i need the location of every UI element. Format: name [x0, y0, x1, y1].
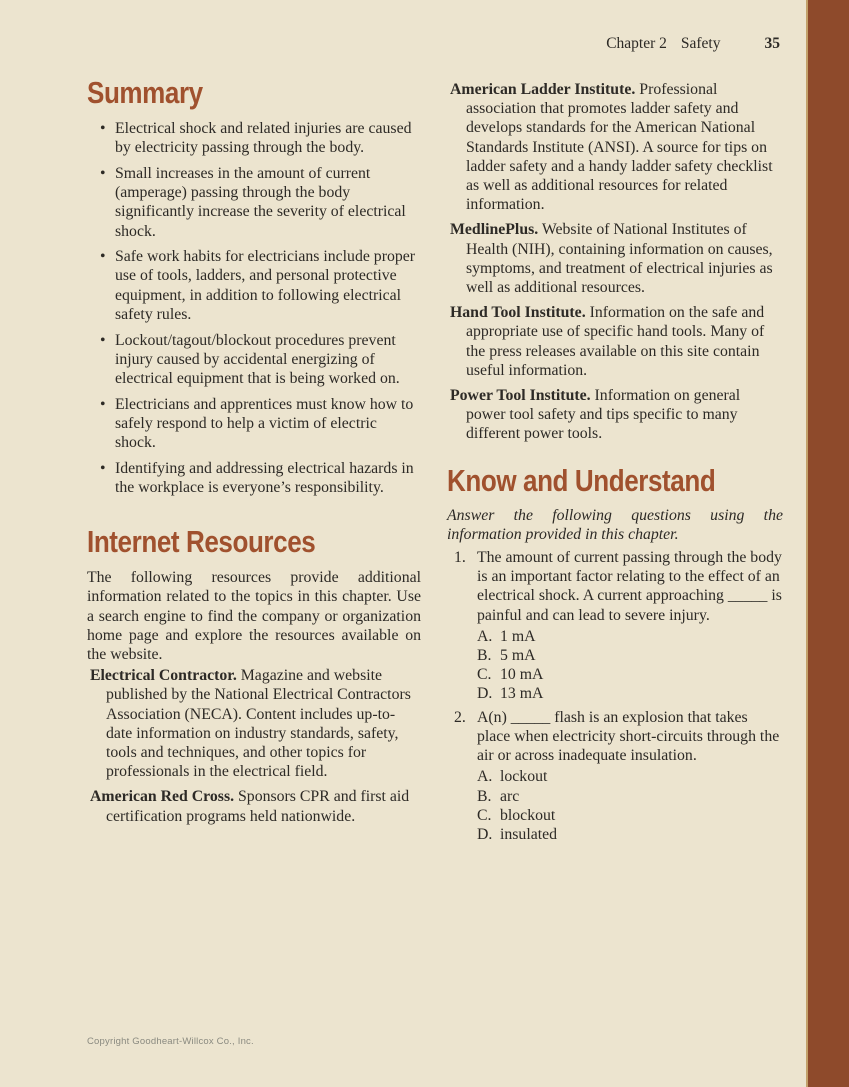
left-column	[87, 76, 421, 832]
footer-copyright: Copyright Goodheart-Willcox Co., Inc.	[87, 1036, 254, 1047]
option-letter: B.	[477, 787, 492, 805]
know-and-understand-title: Know and Understand	[447, 462, 716, 498]
resource-name: Electrical Contractor.	[90, 667, 237, 685]
resource-name: American Ladder Institute.	[450, 81, 636, 98]
bullet-marker: •	[100, 120, 106, 137]
option-letter: A.	[477, 768, 493, 786]
bullet-marker: •	[100, 459, 106, 477]
option-item	[477, 767, 783, 786]
resource-desc: Website of National Institutes of Health (NIH), containing information on causes, symptoms, and treatment of electrical injuries as well as additional resources.	[466, 221, 773, 297]
question-number: 2.	[454, 708, 466, 726]
bullet-item	[87, 395, 421, 453]
bullet-item	[87, 247, 421, 324]
option-item	[477, 806, 783, 825]
resource-name: American Red Cross.	[90, 788, 235, 806]
summary-title: Summary	[87, 75, 203, 110]
running-head-chapter: Chapter 2	[606, 35, 667, 52]
summary-bullet-list	[87, 119, 421, 497]
question-text: A(n) _____ flash is an explosion that takes place when electricity short-circuits through the air or across inadequate insulation.	[477, 708, 780, 765]
option-text: insulated	[500, 825, 558, 843]
resource-entry	[87, 787, 421, 825]
bullet-text: Lockout/tagout/blockout procedures prevent injury caused by accidental energizing of electrical equipment that is being worked on.	[115, 331, 400, 387]
resource-desc: Magazine and website published by the National Electrical Contractors Association (NECA). Content includes up-to-date information on industry standards, safety, tools and techniques, and other topics for professionals in the electrical field.	[106, 667, 411, 781]
resource-entry	[447, 386, 783, 444]
resource-desc: Sponsors CPR and first aid certification programs held nationwide.	[106, 788, 410, 825]
internet-resources-title: Internet Resources	[87, 524, 316, 560]
resource-name: Power Tool Institute.	[450, 387, 591, 405]
option-letter: C.	[477, 806, 492, 824]
option-item	[477, 665, 783, 684]
bullet-text: Safe work habits for electricians include proper use of tools, ladders, and personal protective equipment, in addition to following electrical safety rules.	[115, 248, 416, 323]
resource-name: MedlinePlus.	[450, 221, 539, 239]
bullet-item	[87, 331, 421, 389]
bullet-text: Electrical shock and related injuries are caused by electricity passing through the body.	[115, 120, 412, 157]
option-item	[477, 825, 783, 844]
option-text: blockout	[500, 806, 556, 824]
option-item	[477, 646, 783, 665]
bullet-marker: •	[100, 331, 106, 349]
resource-entry	[87, 666, 421, 781]
resource-desc: Professional association that promotes ladder safety and develops standards for the American National Standards Institute (ANSI). A source for tips on ladder safety and a handy ladder safety checklist as well as additional resources for related information.	[466, 81, 773, 214]
resource-entry	[447, 303, 783, 380]
question-item	[447, 548, 783, 704]
page-number: 35	[764, 35, 780, 52]
option-list	[477, 767, 783, 844]
bullet-item	[87, 459, 421, 497]
option-letter: D.	[477, 685, 493, 703]
bullet-item	[87, 164, 421, 241]
resource-entry	[447, 220, 783, 297]
option-text: 13 mA	[500, 685, 544, 703]
right-column	[447, 80, 783, 848]
running-head-title: Safety	[680, 35, 721, 52]
bullet-text: Identifying and addressing electrical hazards in the workplace is everyone’s responsibility.	[115, 459, 414, 496]
option-text: lockout	[500, 768, 548, 786]
bullet-text: Electricians and apprentices must know how to safely respond to help a victim of electric shock.	[115, 395, 414, 452]
internet-resources-intro: The following resources provide additional information related to the topics in this chapter. Use a search engine to find the company or organization home page and explore the resources available on the website.	[87, 569, 421, 663]
know-and-understand-instructions: Answer the following questions using the information provided in this chapter.	[447, 506, 783, 543]
option-item	[477, 684, 783, 703]
option-text: 10 mA	[500, 666, 544, 684]
resource-entry	[447, 80, 783, 214]
option-text: arc	[500, 787, 520, 805]
option-letter: A.	[477, 627, 493, 645]
running-head	[606, 35, 780, 53]
option-item	[477, 787, 783, 806]
bullet-marker: •	[100, 164, 106, 182]
option-text: 5 mA	[500, 647, 536, 665]
question-text: The amount of current passing through the body is an important factor relating to the effect of an electrical shock. A current approaching _____ is painful and can lead to severe injury.	[477, 549, 782, 624]
page-edge-strip	[806, 0, 849, 1087]
resource-desc: Information on the safe and appropriate use of specific hand tools. Many of the press releases available on this site contain useful information.	[466, 304, 765, 379]
bullet-marker: •	[100, 248, 106, 266]
option-letter: B.	[477, 647, 492, 665]
option-item	[477, 627, 783, 646]
question-number: 1.	[454, 549, 466, 567]
bullet-item	[87, 119, 421, 157]
resource-desc: Information on general power tool safety and tips specific to many different power tools.	[466, 387, 741, 443]
bullet-marker: •	[100, 395, 106, 413]
bullet-text: Small increases in the amount of current (amperage) passing through the body significantly increase the severity of electrical shock.	[115, 164, 406, 240]
resource-name: Hand Tool Institute.	[450, 304, 586, 322]
option-letter: C.	[477, 666, 492, 684]
option-text: 1 mA	[500, 627, 536, 645]
option-list	[477, 627, 783, 704]
question-item	[447, 708, 783, 844]
option-letter: D.	[477, 825, 493, 843]
